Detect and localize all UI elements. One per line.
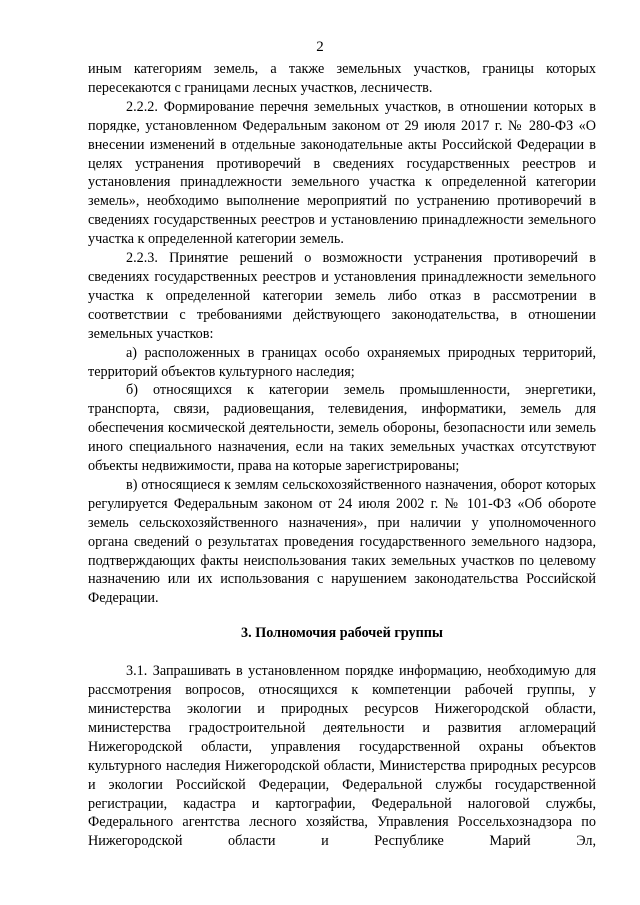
list-item-v: в) относящиеся к землям сельскохозяйственного назначения, оборот которых регулируется Федеральным законом от 24 июля 2002 г. № 101-ФЗ «Об обороте земель сельскохозяйственного назначения», при наличии у уполномоченного органа сведений о результатах проведения государственного земельного надзора, подтверждающих факты неиспользования таких земельных участков по целевому назначению или их использования с нарушением законодательства Российской Федерации.	[88, 476, 596, 607]
document-body	[88, 60, 596, 851]
list-item-b: б) относящихся к категории земель промышленности, энергетики, транспорта, связи, радиовещания, телевидения, информатики, земель для обеспечения космической деятельности, земель обороны, безопасности или земель иного специального назначения, если на таких земельных участках отсутствуют объекты недвижимости, права на которые зарегистрированы;	[88, 382, 596, 475]
list-item-a: а) расположенных в границах особо охраняемых природных территорий, территорий объектов культурного наследия;	[88, 344, 596, 380]
section-heading: 3. Полномочия рабочей группы	[241, 625, 443, 642]
paragraph-3-1: 3.1. Запрашивать в установленном порядке информацию, необходимую для рассмотрения вопросов, относящихся к компетенции рабочей группы, у министерства экологии и природных ресурсов Нижегородской области, министерства градостроительной деятельности и развития агломераций Нижегородской области, управления государственной охраны объектов культурного наследия Нижегородской области, Министерства природных ресурсов и экологии Российской Федерации, Федеральной службы государственной регистрации, кадастра и картографии, Федеральной налоговой службы, Федерального агентства лесного хозяйства, Управления Россельхознадзора по Нижегородской области и Республике Марий Эл,	[88, 663, 596, 850]
paragraph-2-2-2: 2.2.2. Формирование перечня земельных участков, в отношении которых в порядке, установленном Федеральным законом от 29 июля 2017 г. № 280-ФЗ «О внесении изменений в отдельные законодательные акты Российской Федерации в целях устранения противоречий в сведениях государственных реестров и установления принадлежности земельного участка к определенной категории земель», необходимо выполнение мероприятий по устранению противоречий в сведениях государственных реестров и установлению принадлежности земельного участка к определенной категории земель.	[88, 98, 596, 248]
paragraph-2-2-3: 2.2.3. Принятие решений о возможности устранения противоречий в сведениях государственных реестров и установления принадлежности земельного участка к определенной категории земель либо отказ в рассмотрении в соответствии с требованиями действующего законодательства, в отношении земельных участков:	[88, 250, 596, 342]
page-number: 2	[316, 39, 324, 55]
paragraph-continuation: иным категориям земель, а также земельных участков, границы которых пересекаются с границами лесных участков, лесничеств.	[88, 61, 596, 96]
